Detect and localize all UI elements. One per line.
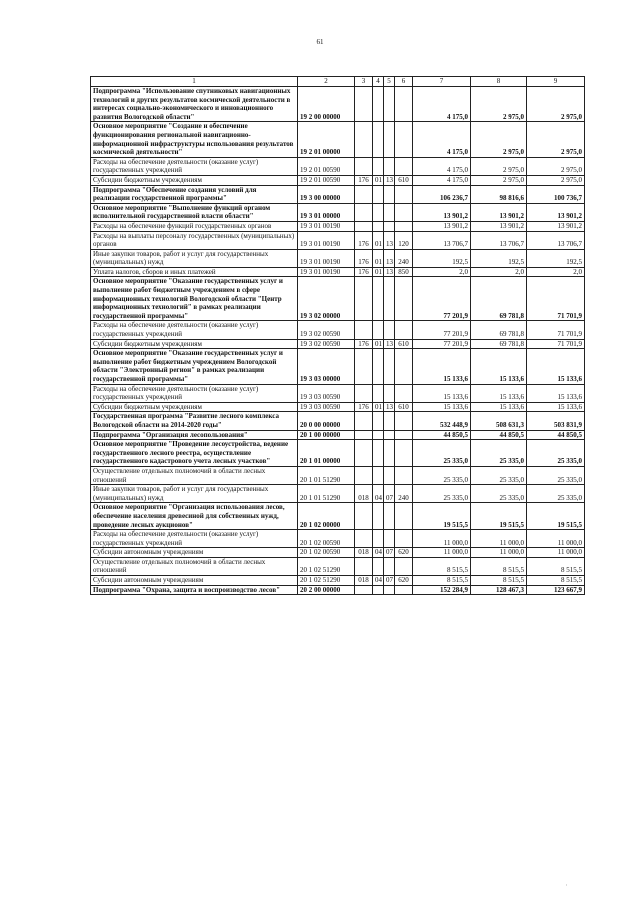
row-subsection-cell bbox=[384, 277, 395, 321]
row-section-cell bbox=[373, 321, 384, 339]
table-row bbox=[91, 576, 585, 586]
row-amount-2020-cell: 15 133,6 bbox=[527, 402, 585, 412]
row-code-cell: 19 3 01 00190 bbox=[298, 267, 355, 277]
row-expense-type-cell: 620 bbox=[395, 576, 413, 586]
row-subsection-cell: 07 bbox=[384, 485, 395, 503]
row-section-cell bbox=[373, 349, 384, 384]
table-row bbox=[91, 203, 585, 221]
row-expense-type-cell bbox=[395, 430, 413, 440]
row-name-cell: Расходы на обеспечение деятельности (оказание услуг) государственных учреждений bbox=[91, 384, 298, 402]
row-name-cell: Осуществление отдельных полномочий в области лесных отношений bbox=[91, 557, 298, 575]
column-header: 4 bbox=[373, 77, 384, 87]
row-amount-2018-cell: 11 000,0 bbox=[413, 530, 471, 548]
row-code-cell: 19 2 01 00000 bbox=[298, 122, 355, 157]
column-header: 1 bbox=[91, 77, 298, 87]
row-section-cell bbox=[373, 530, 384, 548]
row-name-cell: Субсидии бюджетным учреждениям bbox=[91, 402, 298, 412]
row-subsection-cell: 13 bbox=[384, 402, 395, 412]
row-code-cell: 19 3 02 00590 bbox=[298, 339, 355, 349]
row-name-cell: Основное мероприятие "Организация использования лесов, обеспечение населения древесиной для собственных нужд, проведение лесных аукционов" bbox=[91, 503, 298, 530]
row-subsection-cell bbox=[384, 122, 395, 157]
row-subsection-cell bbox=[384, 557, 395, 575]
row-amount-2018-cell: 15 133,6 bbox=[413, 402, 471, 412]
table-row bbox=[91, 87, 585, 122]
row-section-cell bbox=[373, 585, 384, 595]
row-amount-2020-cell: 192,5 bbox=[527, 249, 585, 267]
row-ministry-cell bbox=[355, 585, 373, 595]
row-amount-2019-cell: 8 515,5 bbox=[471, 557, 527, 575]
table-row bbox=[91, 585, 585, 595]
row-subsection-cell: 07 bbox=[384, 576, 395, 586]
row-section-cell bbox=[373, 557, 384, 575]
column-header: 8 bbox=[471, 77, 527, 87]
row-code-cell: 20 1 01 51290 bbox=[298, 485, 355, 503]
row-amount-2020-cell: 71 701,9 bbox=[527, 339, 585, 349]
row-section-cell: 01 bbox=[373, 267, 384, 277]
row-section-cell: 01 bbox=[373, 339, 384, 349]
row-amount-2020-cell: 15 133,6 bbox=[527, 384, 585, 402]
row-expense-type-cell: 610 bbox=[395, 402, 413, 412]
row-subsection-cell: 13 bbox=[384, 231, 395, 249]
row-amount-2018-cell: 532 448,9 bbox=[413, 412, 471, 430]
row-name-cell: Иные закупки товаров, работ и услуг для государственных (муниципальных) нужд bbox=[91, 485, 298, 503]
row-name-cell: Расходы на обеспечение деятельности (оказание услуг) государственных учреждений bbox=[91, 157, 298, 175]
row-ministry-cell bbox=[355, 440, 373, 467]
row-subsection-cell bbox=[384, 503, 395, 530]
row-amount-2019-cell: 25 335,0 bbox=[471, 485, 527, 503]
row-amount-2020-cell: 2 975,0 bbox=[527, 157, 585, 175]
column-header: 6 bbox=[395, 77, 413, 87]
row-expense-type-cell bbox=[395, 466, 413, 484]
row-code-cell: 20 1 02 00590 bbox=[298, 548, 355, 558]
row-amount-2020-cell: 2 975,0 bbox=[527, 87, 585, 122]
table-row bbox=[91, 175, 585, 185]
row-ministry-cell bbox=[355, 503, 373, 530]
row-amount-2018-cell: 25 335,0 bbox=[413, 466, 471, 484]
row-ministry-cell bbox=[355, 557, 373, 575]
row-ministry-cell bbox=[355, 157, 373, 175]
row-amount-2020-cell: 25 335,0 bbox=[527, 466, 585, 484]
row-amount-2020-cell: 13 706,7 bbox=[527, 231, 585, 249]
row-amount-2019-cell: 11 000,0 bbox=[471, 548, 527, 558]
corner-mark: ' bbox=[566, 885, 567, 890]
row-amount-2020-cell: 123 667,9 bbox=[527, 585, 585, 595]
row-amount-2019-cell: 128 467,3 bbox=[471, 585, 527, 595]
row-amount-2020-cell: 44 850,5 bbox=[527, 430, 585, 440]
row-section-cell bbox=[373, 157, 384, 175]
row-name-cell: Подпрограмма "Использование спутниковых навигационных технологий и других результатов космической деятельности в интересах социально-экономического и инновационного развития Вологодской области" bbox=[91, 87, 298, 122]
table-row bbox=[91, 430, 585, 440]
row-code-cell: 19 2 01 00590 bbox=[298, 175, 355, 185]
row-amount-2018-cell: 8 515,5 bbox=[413, 557, 471, 575]
row-name-cell: Основное мероприятие "Оказание государственных услуг и выполнение работ бюджетным учреждением в сфере информационных технологий Вологодской области "Центр информационных технологий" в рамках реализации государственной программы" bbox=[91, 277, 298, 321]
row-code-cell: 19 2 01 00590 bbox=[298, 157, 355, 175]
row-name-cell: Осуществление отдельных полномочий в области лесных отношений bbox=[91, 466, 298, 484]
table-row bbox=[91, 384, 585, 402]
row-name-cell: Иные закупки товаров, работ и услуг для государственных (муниципальных) нужд bbox=[91, 249, 298, 267]
row-amount-2019-cell: 25 335,0 bbox=[471, 440, 527, 467]
row-code-cell: 20 1 02 00000 bbox=[298, 503, 355, 530]
row-section-cell bbox=[373, 412, 384, 430]
row-amount-2018-cell: 19 515,5 bbox=[413, 503, 471, 530]
row-expense-type-cell bbox=[395, 185, 413, 203]
row-subsection-cell bbox=[384, 530, 395, 548]
row-ministry-cell bbox=[355, 221, 373, 231]
row-section-cell bbox=[373, 185, 384, 203]
table-row bbox=[91, 402, 585, 412]
row-code-cell: 19 3 01 00190 bbox=[298, 249, 355, 267]
row-amount-2018-cell: 11 000,0 bbox=[413, 548, 471, 558]
row-name-cell: Подпрограмма "Организация лесопользования" bbox=[91, 430, 298, 440]
row-amount-2019-cell: 2 975,0 bbox=[471, 87, 527, 122]
row-amount-2020-cell: 8 515,5 bbox=[527, 576, 585, 586]
row-ministry-cell bbox=[355, 277, 373, 321]
row-name-cell: Субсидии автономным учреждениям bbox=[91, 576, 298, 586]
table-row bbox=[91, 349, 585, 384]
row-amount-2019-cell: 8 515,5 bbox=[471, 576, 527, 586]
row-name-cell: Расходы на обеспечение функций государственных органов bbox=[91, 221, 298, 231]
table-row bbox=[91, 412, 585, 430]
table-row bbox=[91, 231, 585, 249]
row-code-cell: 19 2 00 00000 bbox=[298, 87, 355, 122]
row-subsection-cell bbox=[384, 349, 395, 384]
row-amount-2020-cell: 2 975,0 bbox=[527, 122, 585, 157]
row-amount-2018-cell: 77 201,9 bbox=[413, 339, 471, 349]
row-amount-2018-cell: 152 284,9 bbox=[413, 585, 471, 595]
row-amount-2018-cell: 44 850,5 bbox=[413, 430, 471, 440]
row-amount-2018-cell: 13 901,2 bbox=[413, 203, 471, 221]
row-code-cell: 19 3 03 00590 bbox=[298, 402, 355, 412]
row-amount-2018-cell: 192,5 bbox=[413, 249, 471, 267]
row-name-cell: Расходы на обеспечение деятельности (оказание услуг) государственных учреждений bbox=[91, 530, 298, 548]
row-code-cell: 19 3 03 00590 bbox=[298, 384, 355, 402]
table-row bbox=[91, 267, 585, 277]
row-amount-2019-cell: 13 901,2 bbox=[471, 221, 527, 231]
row-amount-2019-cell: 192,5 bbox=[471, 249, 527, 267]
row-ministry-cell: 176 bbox=[355, 249, 373, 267]
row-expense-type-cell: 620 bbox=[395, 548, 413, 558]
row-ministry-cell: 176 bbox=[355, 175, 373, 185]
table-row bbox=[91, 530, 585, 548]
row-ministry-cell bbox=[355, 466, 373, 484]
table-row bbox=[91, 221, 585, 231]
row-amount-2020-cell: 25 335,0 bbox=[527, 440, 585, 467]
row-name-cell: Уплата налогов, сборов и иных платежей bbox=[91, 267, 298, 277]
row-code-cell: 19 3 01 00000 bbox=[298, 203, 355, 221]
row-amount-2018-cell: 25 335,0 bbox=[413, 440, 471, 467]
column-header: 2 bbox=[298, 77, 355, 87]
row-section-cell bbox=[373, 440, 384, 467]
row-code-cell: 19 3 00 00000 bbox=[298, 185, 355, 203]
row-subsection-cell: 13 bbox=[384, 175, 395, 185]
row-amount-2019-cell: 19 515,5 bbox=[471, 503, 527, 530]
table-row bbox=[91, 122, 585, 157]
row-ministry-cell: 176 bbox=[355, 339, 373, 349]
row-amount-2019-cell: 15 133,6 bbox=[471, 384, 527, 402]
table-row bbox=[91, 277, 585, 321]
row-code-cell: 19 3 02 00000 bbox=[298, 277, 355, 321]
row-expense-type-cell bbox=[395, 122, 413, 157]
row-name-cell: Подпрограмма "Обеспечение создания условий для реализации государственной программы" bbox=[91, 185, 298, 203]
row-code-cell: 20 1 02 51290 bbox=[298, 557, 355, 575]
row-expense-type-cell bbox=[395, 157, 413, 175]
table-row bbox=[91, 185, 585, 203]
row-code-cell: 20 0 00 00000 bbox=[298, 412, 355, 430]
row-subsection-cell: 13 bbox=[384, 267, 395, 277]
row-ministry-cell: 018 bbox=[355, 548, 373, 558]
row-ministry-cell bbox=[355, 87, 373, 122]
row-name-cell: Основное мероприятие "Оказание государственных услуг и выполнение работ бюджетным учреждением Вологодской области "Электронный регион" в рамках реализации государственной программы" bbox=[91, 349, 298, 384]
row-amount-2020-cell: 71 701,9 bbox=[527, 321, 585, 339]
table-row bbox=[91, 548, 585, 558]
row-section-cell: 04 bbox=[373, 576, 384, 586]
table-row bbox=[91, 321, 585, 339]
row-amount-2020-cell: 2 975,0 bbox=[527, 175, 585, 185]
row-expense-type-cell: 850 bbox=[395, 267, 413, 277]
row-subsection-cell bbox=[384, 157, 395, 175]
row-ministry-cell bbox=[355, 412, 373, 430]
row-section-cell: 01 bbox=[373, 402, 384, 412]
budget-table bbox=[90, 76, 585, 595]
row-amount-2019-cell: 2 975,0 bbox=[471, 157, 527, 175]
row-amount-2018-cell: 106 236,7 bbox=[413, 185, 471, 203]
row-amount-2020-cell: 2,0 bbox=[527, 267, 585, 277]
row-subsection-cell bbox=[384, 321, 395, 339]
row-ministry-cell: 176 bbox=[355, 402, 373, 412]
row-name-cell: Подпрограмма "Охрана, защита и воспроизводство лесов" bbox=[91, 585, 298, 595]
row-amount-2019-cell: 13 901,2 bbox=[471, 203, 527, 221]
row-amount-2019-cell: 2 975,0 bbox=[471, 122, 527, 157]
row-code-cell: 20 1 01 51290 bbox=[298, 466, 355, 484]
row-amount-2018-cell: 77 201,9 bbox=[413, 277, 471, 321]
row-expense-type-cell bbox=[395, 503, 413, 530]
row-expense-type-cell: 610 bbox=[395, 175, 413, 185]
row-expense-type-cell bbox=[395, 221, 413, 231]
row-subsection-cell bbox=[384, 221, 395, 231]
row-section-cell bbox=[373, 384, 384, 402]
row-amount-2018-cell: 4 175,0 bbox=[413, 122, 471, 157]
row-expense-type-cell bbox=[395, 87, 413, 122]
row-ministry-cell bbox=[355, 321, 373, 339]
row-name-cell: Государственная программа "Развитие лесного комплекса Вологодской области на 2014-2020 годы" bbox=[91, 412, 298, 430]
row-subsection-cell bbox=[384, 466, 395, 484]
row-section-cell bbox=[373, 430, 384, 440]
row-amount-2020-cell: 100 736,7 bbox=[527, 185, 585, 203]
row-expense-type-cell: 240 bbox=[395, 485, 413, 503]
table-row bbox=[91, 466, 585, 484]
row-ministry-cell bbox=[355, 530, 373, 548]
row-amount-2018-cell: 13 706,7 bbox=[413, 231, 471, 249]
row-subsection-cell bbox=[384, 185, 395, 203]
row-expense-type-cell bbox=[395, 349, 413, 384]
row-expense-type-cell: 610 bbox=[395, 339, 413, 349]
row-amount-2018-cell: 8 515,5 bbox=[413, 576, 471, 586]
table-row bbox=[91, 485, 585, 503]
column-header: 9 bbox=[527, 77, 585, 87]
column-header: 3 bbox=[355, 77, 373, 87]
table-body bbox=[91, 87, 585, 595]
row-amount-2019-cell: 25 335,0 bbox=[471, 466, 527, 484]
row-amount-2018-cell: 25 335,0 bbox=[413, 485, 471, 503]
row-amount-2019-cell: 2,0 bbox=[471, 267, 527, 277]
row-amount-2018-cell: 4 175,0 bbox=[413, 157, 471, 175]
row-code-cell: 19 3 02 00590 bbox=[298, 321, 355, 339]
row-amount-2020-cell: 19 515,5 bbox=[527, 503, 585, 530]
row-section-cell: 04 bbox=[373, 548, 384, 558]
row-amount-2019-cell: 15 133,6 bbox=[471, 349, 527, 384]
header-row bbox=[91, 77, 585, 87]
row-expense-type-cell bbox=[395, 277, 413, 321]
row-subsection-cell bbox=[384, 430, 395, 440]
row-amount-2018-cell: 4 175,0 bbox=[413, 175, 471, 185]
row-section-cell: 01 bbox=[373, 231, 384, 249]
row-amount-2019-cell: 69 781,8 bbox=[471, 321, 527, 339]
row-subsection-cell: 13 bbox=[384, 249, 395, 267]
row-expense-type-cell bbox=[395, 557, 413, 575]
row-amount-2018-cell: 77 201,9 bbox=[413, 321, 471, 339]
row-amount-2019-cell: 508 631,3 bbox=[471, 412, 527, 430]
row-ministry-cell bbox=[355, 430, 373, 440]
row-expense-type-cell bbox=[395, 384, 413, 402]
row-ministry-cell: 176 bbox=[355, 267, 373, 277]
row-subsection-cell bbox=[384, 440, 395, 467]
row-name-cell: Расходы на выплаты персоналу государственных (муниципальных) органов bbox=[91, 231, 298, 249]
row-amount-2019-cell: 69 781,8 bbox=[471, 339, 527, 349]
row-amount-2020-cell: 25 335,0 bbox=[527, 485, 585, 503]
row-ministry-cell: 176 bbox=[355, 231, 373, 249]
row-amount-2019-cell: 2 975,0 bbox=[471, 175, 527, 185]
row-name-cell: Основное мероприятие "Проведение лесоустройства, ведение государственного лесного реестра, осуществление государственного кадастрового учета лесных участков" bbox=[91, 440, 298, 467]
row-section-cell bbox=[373, 122, 384, 157]
row-subsection-cell bbox=[384, 87, 395, 122]
row-code-cell: 20 1 01 00000 bbox=[298, 440, 355, 467]
row-code-cell: 19 3 01 00190 bbox=[298, 221, 355, 231]
row-amount-2019-cell: 44 850,5 bbox=[471, 430, 527, 440]
row-subsection-cell bbox=[384, 585, 395, 595]
row-expense-type-cell bbox=[395, 530, 413, 548]
row-section-cell bbox=[373, 466, 384, 484]
row-subsection-cell bbox=[384, 203, 395, 221]
row-expense-type-cell bbox=[395, 412, 413, 430]
row-amount-2020-cell: 11 000,0 bbox=[527, 530, 585, 548]
row-section-cell bbox=[373, 203, 384, 221]
row-expense-type-cell bbox=[395, 585, 413, 595]
row-amount-2018-cell: 15 133,6 bbox=[413, 384, 471, 402]
row-ministry-cell bbox=[355, 185, 373, 203]
row-expense-type-cell bbox=[395, 440, 413, 467]
row-name-cell: Расходы на обеспечение деятельности (оказание услуг) государственных учреждений bbox=[91, 321, 298, 339]
row-code-cell: 19 3 03 00000 bbox=[298, 349, 355, 384]
row-section-cell bbox=[373, 221, 384, 231]
row-subsection-cell: 13 bbox=[384, 339, 395, 349]
page-number: 61 bbox=[316, 38, 324, 46]
row-ministry-cell bbox=[355, 122, 373, 157]
row-ministry-cell bbox=[355, 203, 373, 221]
row-amount-2020-cell: 13 901,2 bbox=[527, 221, 585, 231]
row-expense-type-cell bbox=[395, 203, 413, 221]
row-code-cell: 20 1 00 00000 bbox=[298, 430, 355, 440]
row-amount-2020-cell: 71 701,9 bbox=[527, 277, 585, 321]
row-amount-2020-cell: 13 901,2 bbox=[527, 203, 585, 221]
row-amount-2018-cell: 2,0 bbox=[413, 267, 471, 277]
row-amount-2018-cell: 4 175,0 bbox=[413, 87, 471, 122]
row-code-cell: 20 2 00 00000 bbox=[298, 585, 355, 595]
row-amount-2020-cell: 503 831,9 bbox=[527, 412, 585, 430]
table-row bbox=[91, 339, 585, 349]
row-code-cell: 20 1 02 51290 bbox=[298, 576, 355, 586]
row-name-cell: Субсидии бюджетным учреждениям bbox=[91, 175, 298, 185]
row-name-cell: Основное мероприятие "Создание и обеспечение функционирования региональной навигационно-информационной инфраструктуры использования результатов космической деятельности" bbox=[91, 122, 298, 157]
row-amount-2018-cell: 13 901,2 bbox=[413, 221, 471, 231]
row-section-cell bbox=[373, 87, 384, 122]
row-section-cell bbox=[373, 277, 384, 321]
row-name-cell: Субсидии бюджетным учреждениям bbox=[91, 339, 298, 349]
row-amount-2019-cell: 98 816,6 bbox=[471, 185, 527, 203]
column-header: 5 bbox=[384, 77, 395, 87]
row-expense-type-cell: 240 bbox=[395, 249, 413, 267]
row-amount-2019-cell: 13 706,7 bbox=[471, 231, 527, 249]
row-amount-2018-cell: 15 133,6 bbox=[413, 349, 471, 384]
row-ministry-cell: 018 bbox=[355, 576, 373, 586]
row-subsection-cell: 07 bbox=[384, 548, 395, 558]
table-row bbox=[91, 503, 585, 530]
row-code-cell: 19 3 01 00190 bbox=[298, 231, 355, 249]
row-subsection-cell bbox=[384, 384, 395, 402]
row-code-cell: 20 1 02 00590 bbox=[298, 530, 355, 548]
column-header: 7 bbox=[413, 77, 471, 87]
row-name-cell: Субсидии автономным учреждениям bbox=[91, 548, 298, 558]
row-amount-2019-cell: 15 133,6 bbox=[471, 402, 527, 412]
row-amount-2020-cell: 8 515,5 bbox=[527, 557, 585, 575]
table-row bbox=[91, 440, 585, 467]
row-section-cell: 01 bbox=[373, 175, 384, 185]
table-row bbox=[91, 249, 585, 267]
row-section-cell: 01 bbox=[373, 249, 384, 267]
row-ministry-cell bbox=[355, 349, 373, 384]
row-section-cell: 04 bbox=[373, 485, 384, 503]
row-expense-type-cell: 120 bbox=[395, 231, 413, 249]
row-section-cell bbox=[373, 503, 384, 530]
row-amount-2020-cell: 15 133,6 bbox=[527, 349, 585, 384]
row-expense-type-cell bbox=[395, 321, 413, 339]
row-amount-2019-cell: 11 000,0 bbox=[471, 530, 527, 548]
row-ministry-cell: 018 bbox=[355, 485, 373, 503]
row-subsection-cell bbox=[384, 412, 395, 430]
row-ministry-cell bbox=[355, 384, 373, 402]
row-amount-2019-cell: 69 781,8 bbox=[471, 277, 527, 321]
row-name-cell: Основное мероприятие "Выполнение функций органом исполнительной государственной власти области" bbox=[91, 203, 298, 221]
table-row bbox=[91, 557, 585, 575]
table-row bbox=[91, 157, 585, 175]
row-amount-2020-cell: 11 000,0 bbox=[527, 548, 585, 558]
